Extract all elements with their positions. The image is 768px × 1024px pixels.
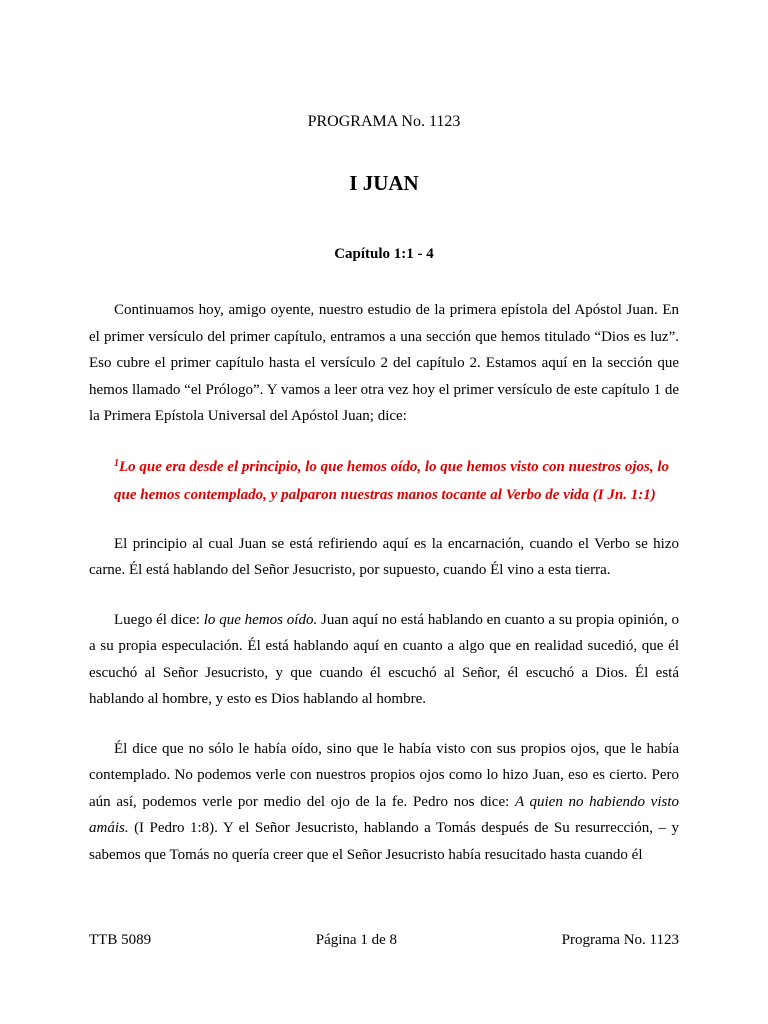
chapter-heading: Capítulo 1:1 - 4 (334, 246, 434, 262)
paragraph-heard-rest: Juan aquí no está hablando en cuanto a su propia opinión, o a su propia especulación. Él está hablando aquí en cuanto a algo que en realidad sucedió, que él escuchó al Señor Jesucristo, y que cuando él escuchó al Señor, él escuchó a Dios. Él está hablando al hombre, y esto es Dios hablando al hombre. (89, 611, 680, 707)
book-title: I JUAN (349, 171, 419, 195)
page-footer (89, 932, 679, 949)
program-header: PROGRAMA No. 1123 (307, 113, 461, 130)
paragraph-heard (89, 607, 679, 713)
paragraph-beginning: El principio al cual Juan se está refiriendo aquí es la encarnación, cuando el Verbo se hizo carne. Él está hablando del Señor Jesucristo, por supuesto, cuando Él vino a esta tierra. (89, 535, 679, 578)
body-text (89, 297, 679, 891)
verse-text: Lo que era desde el principio, lo que hemos oído, lo que hemos visto con nuestros ojos, lo que hemos contemplado, y palparon nuestras manos tocante al Verbo de vida (I Jn. 1:1) (114, 458, 670, 503)
footer-code: TTB 5089 (89, 932, 152, 948)
paragraph-heard-intro: Luego él dice: (114, 611, 204, 628)
footer-program: Programa No. 1123 (561, 932, 679, 948)
paragraph-seen-quote: A quien no habiendo visto amáis. (89, 793, 680, 836)
paragraph-seen-rest: (I Pedro 1:8). Y el Señor Jesucristo, hablando a Tomás después de Su resurrección, – y sabemos que Tomás no quería creer que el Señor Jesucristo había resucitado hasta cuando él (89, 820, 679, 863)
paragraph-heard-quote: lo que hemos oído. (203, 611, 318, 628)
footer-page-number: Página 1 de 8 (315, 932, 397, 948)
paragraph-intro: Continuamos hoy, amigo oyente, nuestro estudio de la primera epístola del Apóstol Juan. En el primer versículo del primer capítulo, entramos a una sección que hemos titulado “Dios es luz”. Eso cubre el primer capítulo hasta el versículo 2 del capítulo 2. Estamos aquí en la sección que hemos llamado “el Prólogo”. Y vamos a leer otra vez hoy el primer versículo de este capítulo 1 de la Primera Epístola Universal del Apóstol Juan; dice: (89, 302, 679, 424)
verse-number: 1 (114, 457, 119, 469)
paragraph-seen-intro: Él dice que no sólo le había oído, sino que le había visto con sus propios ojos, que le había contemplado. No podemos verle con nuestros propios ojos como lo hizo Juan, eso es cierto. Pero aún así, podemos verle por medio del ojo de la fe. Pedro nos dice: (89, 740, 679, 810)
scripture-verse (114, 453, 679, 509)
paragraph-seen (89, 736, 679, 869)
